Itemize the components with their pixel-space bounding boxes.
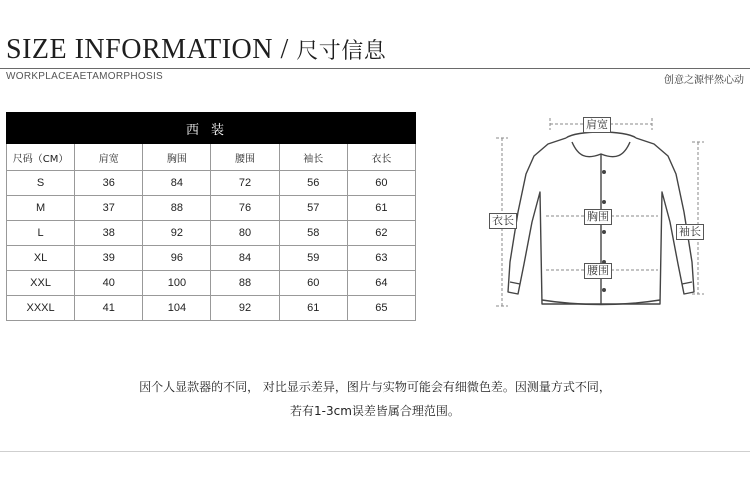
table-cell: 88 [143,196,211,221]
table-cell: 59 [279,246,347,271]
table-cell: 92 [143,221,211,246]
table-cell: 41 [75,296,143,321]
size-table [6,112,416,321]
bottom-divider [0,451,750,452]
table-row [7,271,416,296]
brand-tagline: WORKPLACEAETAMORPHOSIS [6,71,163,82]
column-header: 胸围 [143,144,211,171]
table-cell: 72 [211,171,279,196]
disclaimer-line-1: 因个人显款器的不同， 对比显示差异，图片与实物可能会有细微色差。因测量方式不同， [139,380,611,394]
size-cell: S [7,171,75,196]
table-cell: 96 [143,246,211,271]
table-cell: 61 [279,296,347,321]
table-cell: 84 [211,246,279,271]
table-row [7,221,416,246]
waist-label: 腰围 [584,263,612,279]
table-cell: 100 [143,271,211,296]
table-cell: 38 [75,221,143,246]
table-row [7,246,416,271]
length-label: 衣长 [489,213,517,229]
column-header: 肩宽 [75,144,143,171]
table-cell: 60 [279,271,347,296]
table-cell: 88 [211,271,279,296]
table-cell: 60 [347,171,415,196]
title-chinese: 尺寸信息 [296,39,387,64]
table-cell: 37 [75,196,143,221]
disclaimer-line-2: 若有1-3cm误差皆属合理范围。 [290,404,460,418]
table-cell: 36 [75,171,143,196]
table-cell: 92 [211,296,279,321]
table-cell: 104 [143,296,211,321]
table-cell: 84 [143,171,211,196]
column-header: 袖长 [279,144,347,171]
size-cell: XL [7,246,75,271]
table-cell: 76 [211,196,279,221]
table-caption: 西装 [7,113,416,144]
table-cell: 58 [279,221,347,246]
table-cell: 80 [211,221,279,246]
chest-label: 胸围 [584,209,612,225]
size-cell: XXL [7,271,75,296]
table-cell: 40 [75,271,143,296]
table-cell: 63 [347,246,415,271]
page-title [6,34,386,66]
column-header: 尺码（CM） [7,144,75,171]
size-cell: M [7,196,75,221]
table-header-row [7,144,416,171]
shoulder-label: 肩宽 [583,117,611,133]
table-row [7,196,416,221]
table-cell: 57 [279,196,347,221]
table-cell: 61 [347,196,415,221]
column-header: 衣长 [347,144,415,171]
title-divider [0,68,750,69]
table-cell: 62 [347,221,415,246]
table-row [7,296,416,321]
sleeve-label: 袖长 [676,224,704,240]
slogan: 创意之源怦然心动 [664,75,744,86]
table-cell: 64 [347,271,415,296]
garment-measurement-diagram [480,112,720,322]
title-english: SIZE INFORMATION / [6,34,289,65]
size-cell: L [7,221,75,246]
table-cell: 65 [347,296,415,321]
table-row [7,171,416,196]
size-cell: XXXL [7,296,75,321]
table-cell: 39 [75,246,143,271]
table-cell: 56 [279,171,347,196]
column-header: 腰围 [211,144,279,171]
